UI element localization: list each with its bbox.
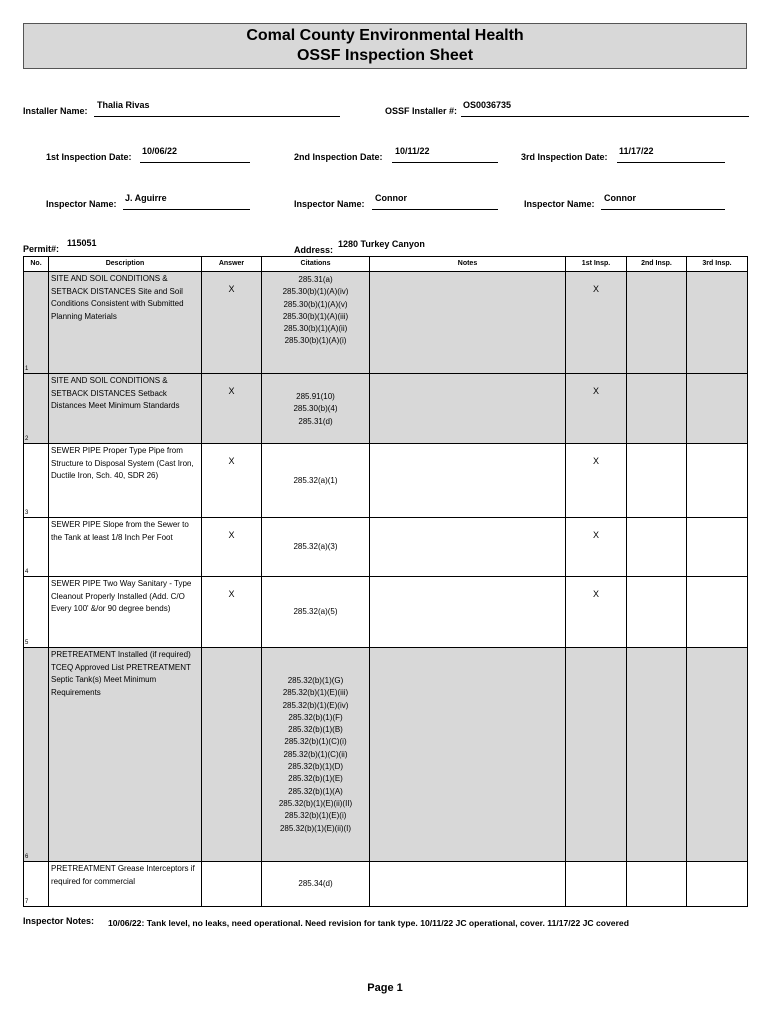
citation: 285.91(10)	[296, 392, 335, 401]
citation: 285.32(a)(1)	[293, 476, 338, 485]
citation: 285.32(b)(1)(D)	[287, 762, 344, 772]
row-citations	[262, 577, 370, 648]
row-citations	[262, 648, 370, 862]
inspector-notes-value: 10/06/22: Tank level, no leaks, need operational. Need revision for tank type. 10/11/22 JC operational, cover. 11/17/22 JC covered	[108, 918, 629, 928]
row-notes[interactable]	[370, 862, 566, 907]
row-insp1[interactable]: X	[566, 518, 627, 577]
row-answer[interactable]: X	[202, 444, 262, 518]
row-notes[interactable]	[370, 272, 566, 374]
inspector-name-3-value: Connor	[604, 193, 636, 203]
table-body	[24, 272, 748, 907]
row-insp2[interactable]	[627, 518, 687, 577]
row-insp2[interactable]	[627, 272, 687, 374]
row-number: 5	[24, 577, 49, 648]
inspector-name-1-line	[123, 209, 250, 210]
table-row	[24, 648, 748, 862]
inspector-name-3-label: Inspector Name:	[524, 199, 595, 209]
row-number: 6	[24, 648, 49, 862]
header-answer: Answer	[202, 257, 262, 272]
citation: 285.32(a)(3)	[293, 542, 338, 551]
inspection-date-1-line	[140, 162, 250, 163]
inspection-table	[23, 256, 748, 907]
title-line-1: Comal County Environmental Health	[246, 27, 524, 44]
row-insp1[interactable]: X	[566, 272, 627, 374]
header-citations: Citations	[262, 257, 370, 272]
citation: 285.32(b)(1)(B)	[288, 725, 343, 735]
row-insp3[interactable]	[687, 862, 748, 907]
citation: 285.32(b)(1)(E)(iv)	[282, 700, 349, 710]
citation: 285.32(b)(1)(A)	[288, 786, 343, 796]
inspection-date-1-label: 1st Inspection Date:	[46, 152, 132, 162]
citation: 285.32(b)(1)(C)(i)	[284, 737, 347, 747]
row-description: SITE AND SOIL CONDITIONS & SETBACK DISTANCES Setback Distances Meet Minimum Standards	[49, 374, 202, 444]
row-insp3[interactable]	[687, 374, 748, 444]
inspection-date-2-label: 2nd Inspection Date:	[294, 152, 383, 162]
header-notes: Notes	[370, 257, 566, 272]
table-row	[24, 518, 748, 577]
table-header-row	[24, 257, 748, 272]
row-description: PRETREATMENT Grease Interceptors if required for commercial	[49, 862, 202, 907]
citation: 285.32(b)(1)(C)(ii)	[283, 749, 348, 759]
row-insp3[interactable]	[687, 648, 748, 862]
table-row	[24, 374, 748, 444]
inspector-name-1-value: J. Aguirre	[125, 193, 167, 203]
row-answer[interactable]	[202, 862, 262, 907]
inspector-name-3-line	[601, 209, 725, 210]
row-notes[interactable]	[370, 648, 566, 862]
citation: 285.31(a)	[298, 275, 333, 284]
citation: 285.32(b)(1)(E)(iii)	[282, 688, 349, 698]
row-description: SEWER PIPE Proper Type Pipe from Structure to Disposal System (Cast Iron, Ductile Iron, Sch. 40, SDR 26)	[49, 444, 202, 518]
row-insp3[interactable]	[687, 577, 748, 648]
row-description: SEWER PIPE Slope from the Sewer to the Tank at least 1/8 Inch Per Foot	[49, 518, 202, 577]
citation: 285.30(b)(1)(A)(i)	[284, 336, 347, 346]
header-no: No.	[24, 257, 49, 272]
inspector-name-1-label: Inspector Name:	[46, 199, 117, 209]
citation: 285.30(b)(4)	[293, 404, 338, 414]
row-insp3[interactable]	[687, 444, 748, 518]
table-row	[24, 444, 748, 518]
table-row	[24, 862, 748, 907]
row-citations	[262, 444, 370, 518]
row-insp2[interactable]	[627, 577, 687, 648]
row-answer[interactable]: X	[202, 272, 262, 374]
header-description: Description	[49, 257, 202, 272]
row-insp1[interactable]: X	[566, 374, 627, 444]
header-insp2: 2nd Insp.	[627, 257, 687, 272]
row-answer[interactable]: X	[202, 374, 262, 444]
row-citations	[262, 272, 370, 374]
inspection-date-3-line	[617, 162, 725, 163]
inspection-date-3-label: 3rd Inspection Date:	[521, 152, 608, 162]
row-notes[interactable]	[370, 518, 566, 577]
table-row	[24, 272, 748, 374]
row-number: 2	[24, 374, 49, 444]
citation: 285.30(b)(1)(A)(iii)	[282, 311, 349, 321]
citation: 285.31(d)	[298, 416, 333, 426]
citation: 285.34(d)	[298, 879, 333, 888]
row-number: 4	[24, 518, 49, 577]
row-insp3[interactable]	[687, 272, 748, 374]
form-title	[23, 23, 747, 69]
row-answer[interactable]: X	[202, 577, 262, 648]
citation: 285.32(b)(1)(E)	[288, 774, 343, 784]
row-insp2[interactable]	[627, 862, 687, 907]
permit-label: Permit#:	[23, 244, 60, 254]
row-notes[interactable]	[370, 577, 566, 648]
inspector-notes-label: Inspector Notes:	[23, 916, 95, 926]
address-value: 1280 Turkey Canyon	[338, 239, 425, 249]
citation: 285.32(b)(1)(E)(ii)(I)	[279, 823, 352, 833]
row-insp1[interactable]	[566, 862, 627, 907]
installer-number-line	[461, 116, 749, 117]
row-insp1[interactable]	[566, 648, 627, 862]
inspector-name-2-value: Connor	[375, 193, 407, 203]
row-number: 1	[24, 272, 49, 374]
header-insp1: 1st Insp.	[566, 257, 627, 272]
row-answer[interactable]: X	[202, 518, 262, 577]
row-description: SEWER PIPE Two Way Sanitary - Type Cleanout Properly Installed (Add. C/O Every 100' &/or 90 degree bends)	[49, 577, 202, 648]
inspection-date-2-line	[392, 162, 498, 163]
citation: 285.30(b)(1)(A)(ii)	[283, 324, 348, 334]
installer-number-label: OSSF Installer #:	[385, 106, 458, 116]
inspector-name-2-line	[372, 209, 498, 210]
row-citations	[262, 374, 370, 444]
citation: 285.32(a)(5)	[293, 607, 338, 616]
row-insp1[interactable]: X	[566, 444, 627, 518]
citation: 285.30(b)(1)(A)(iv)	[282, 287, 349, 297]
inspector-name-2-label: Inspector Name:	[294, 199, 365, 209]
row-number: 3	[24, 444, 49, 518]
page-number: Page 1	[367, 982, 403, 994]
inspection-date-2-value: 10/11/22	[395, 146, 430, 156]
table-row	[24, 577, 748, 648]
installer-name-value: Thalia Rivas	[97, 100, 150, 110]
row-insp2[interactable]	[627, 374, 687, 444]
row-notes[interactable]	[370, 374, 566, 444]
permit-value: 115051	[67, 238, 97, 248]
installer-name-label: Installer Name:	[23, 106, 88, 116]
row-insp2[interactable]	[627, 444, 687, 518]
header-insp3: 3rd Insp.	[687, 257, 748, 272]
citation: 285.32(b)(1)(F)	[288, 712, 343, 722]
citation: 285.30(b)(1)(A)(v)	[283, 299, 348, 309]
row-description: SITE AND SOIL CONDITIONS & SETBACK DISTANCES Site and Soil Conditions Consistent with Submitted Planning Materials	[49, 272, 202, 374]
citation: 285.32(b)(1)(G)	[287, 676, 344, 685]
inspection-date-1-value: 10/06/22	[142, 146, 178, 156]
address-label: Address:	[294, 245, 334, 255]
row-citations	[262, 518, 370, 577]
installer-number-value: OS0036735	[463, 100, 512, 110]
citation: 285.32(b)(1)(E)(ii)(II)	[278, 798, 353, 808]
row-number: 7	[24, 862, 49, 907]
row-insp2[interactable]	[627, 648, 687, 862]
row-notes[interactable]	[370, 444, 566, 518]
row-insp3[interactable]	[687, 518, 748, 577]
citation: 285.32(b)(1)(E)(i)	[284, 811, 347, 821]
row-answer[interactable]	[202, 648, 262, 862]
row-insp1[interactable]: X	[566, 577, 627, 648]
title-line-2: OSSF Inspection Sheet	[296, 47, 474, 64]
row-description: PRETREATMENT Installed (if required) TCEQ Approved List PRETREATMENT Septic Tank(s) Meet Minimum Requirements	[49, 648, 202, 862]
inspection-date-3-value: 11/17/22	[619, 146, 654, 156]
installer-name-line	[94, 116, 340, 117]
row-citations	[262, 862, 370, 907]
